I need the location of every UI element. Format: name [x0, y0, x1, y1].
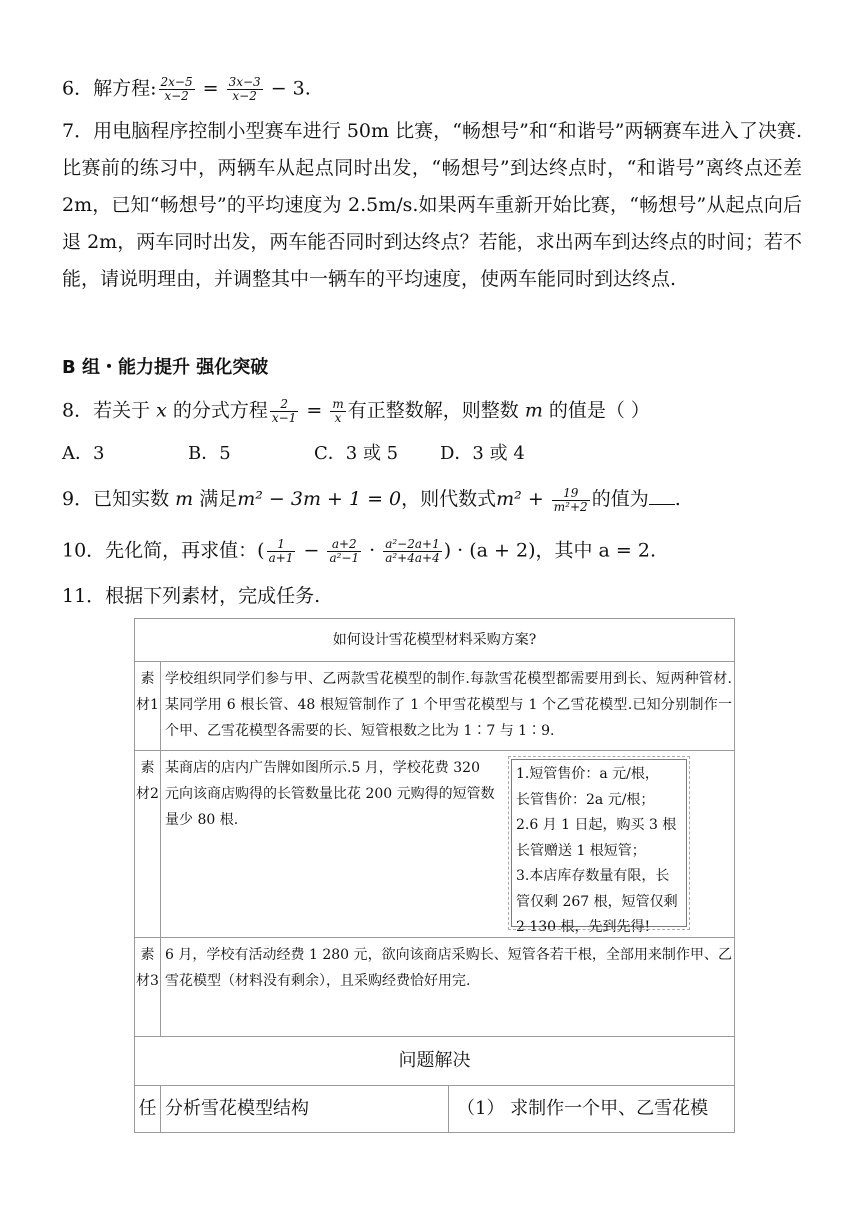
q8-fraction-right: [330, 398, 345, 425]
q9-end2: .: [674, 488, 681, 510]
q8-fraction-left: [270, 398, 298, 425]
question-10: [62, 538, 656, 565]
q6-f1-denominator: x−2: [164, 89, 189, 103]
q10-f3-numerator: a²−2a+1: [385, 537, 440, 551]
ad-line: 1.短管售价：a 元/根，: [516, 766, 659, 782]
question-9: [62, 486, 681, 514]
material-2-label: 素材2: [135, 751, 161, 938]
material-2-text: 某商店的店内广告牌如图所示.5 月，学校花费 320 元向该商店购得的长管数量比花 200 元购得的短管数量少 80 根.: [165, 760, 495, 828]
q10-f1-numerator: 1: [267, 538, 296, 552]
q8-options: [62, 442, 525, 466]
q9-prefix: 9．已知实数: [62, 488, 176, 510]
question-6: [62, 76, 311, 103]
question-8: [62, 398, 650, 425]
q10-f2-denominator: a²−1: [329, 551, 360, 565]
q8-equals: =: [300, 399, 329, 422]
q9-answer-blank: [649, 486, 675, 505]
q8-end: 的值是（ ）: [542, 399, 650, 422]
q10-minus: −: [297, 539, 326, 562]
q9-fraction: [552, 487, 590, 514]
q6-fraction-right: [227, 76, 263, 103]
q6-suffix: − 3.: [264, 77, 311, 100]
materials-table: [134, 618, 735, 1133]
task-analysis: 分析雪花模型结构: [161, 1086, 449, 1133]
q9-mid: 满足: [193, 488, 238, 510]
q8-f1-denominator: x−1: [271, 411, 297, 425]
q6-fraction-left: [159, 76, 195, 103]
q9-f-numerator: 19: [552, 487, 590, 501]
material-1-text: 学校组织同学们参与甲、乙两款雪花模型的制作.每款雪花模型都需要用到长、短两种管材.某同学用 6 根长管、48 根短管制作了 1 个甲雪花模型与 1 个乙雪花模型.已知分别制作一个甲、乙雪花模型各需要的长、短管根数之比为 1∶7 与 1∶9.: [161, 662, 735, 751]
material-3-text: 6 月，学校有活动经费 1 280 元，欲向该商店采购长、短管各若干根，全部用来制作甲、乙雪花模型（材料没有剩余），且采购经费恰好用完.: [161, 938, 735, 1037]
material-3-row: [135, 938, 735, 1037]
ad-line: 3.本店库存数量有限，长: [516, 868, 670, 884]
q6-prefix: 6．解方程:: [62, 77, 157, 100]
q9-condition: m² − 3m + 1 = 0: [237, 488, 402, 510]
ad-line: 2.6 月 1 日起，购买 3 根: [516, 817, 677, 833]
q8-var-x: x: [156, 399, 167, 422]
q8-option-a: A．3: [62, 443, 105, 464]
q9-f-denominator: m²+2: [553, 499, 588, 514]
q10-after: ) · (a + 2)，其中 a = 2.: [443, 539, 656, 562]
q8-option-c: C．3 或 5: [314, 443, 399, 464]
ad-line: 长管售价：2a 元/根；: [516, 791, 655, 808]
store-ad-sign: [511, 759, 687, 935]
q8-option-b: B．5: [188, 443, 231, 464]
material-2-content: [161, 751, 734, 937]
q6-f2-numerator: 3x−3: [228, 75, 261, 89]
q10-fraction-3: [383, 538, 442, 565]
q10-fraction-2: [327, 538, 361, 565]
q8-f1-numerator: 2: [270, 398, 298, 412]
q8-f2-numerator: m: [332, 397, 344, 411]
table-title: 如何设计雪花模型材料采购方案?: [135, 619, 735, 662]
material-2-row: [135, 751, 735, 938]
q10-f1-denominator: a+1: [268, 551, 294, 565]
q10-prefix: 10．先化简，再求值：(: [62, 539, 265, 562]
problem-solving-header: 问题解决: [135, 1037, 735, 1086]
q8-option-d: D．3 或 4: [440, 443, 525, 464]
material-2-cell: [161, 751, 735, 938]
task-question: （1） 求制作一个甲、乙雪花模: [449, 1086, 735, 1133]
q9-end: 的值为: [591, 488, 649, 510]
ad-line: 长管赠送 1 根短管；: [516, 842, 646, 859]
material-1-row: [135, 662, 735, 751]
task-row: [135, 1086, 735, 1133]
q9-var-m: m: [175, 488, 194, 510]
q8-var-m: m: [524, 399, 543, 422]
material-3-label: 素材3: [135, 938, 161, 1037]
q8-mid: 的分式方程: [166, 399, 268, 422]
ad-line: 2 130 根，先到先得!: [516, 919, 651, 935]
q6-equals: =: [196, 77, 225, 100]
q6-f2-denominator: x−2: [232, 89, 257, 103]
ad-line: 管仅剩 267 根，短管仅剩: [516, 893, 678, 910]
q8-after: 有正整数解，则整数: [347, 399, 525, 422]
q9-expression: m² +: [496, 488, 550, 510]
q10-f2-numerator: a+2: [327, 538, 361, 552]
q8-prefix: 8．若关于: [62, 399, 157, 422]
q8-f2-denominator: x: [334, 411, 342, 425]
section-b-heading: B 组・能力提升 强化突破: [62, 357, 269, 378]
q9-mid2: ，则代数式: [401, 488, 497, 510]
task-label: 任: [135, 1086, 161, 1133]
material-1-label: 素材1: [135, 662, 161, 751]
q10-dot: ·: [363, 539, 382, 562]
q10-fraction-1: [267, 538, 296, 565]
q10-f3-denominator: a²+4a+4: [385, 551, 440, 565]
question-7: 7．用电脑程序控制小型赛车进行 50m 比赛，“畅想号”和“和谐号”两辆赛车进入了决赛.比赛前的练习中，两辆车从起点同时出发，“畅想号”到达终点时，“和谐号”离终点还差 2m，已知“畅想号”的平均速度为 2.5m/s.如果两车重新开始比赛，“畅想号”从起点向后退 2m，两车同时出发，两车能否同时到达终点？若能，求出两车到达终点的时间；若不能，请说明理由，并调整其中一辆车的平均速度，使两车能同时到达终点.: [62, 120, 802, 290]
question-11: 11．根据下列素材，完成任务.: [62, 585, 321, 607]
q6-f1-numerator: 2x−5: [160, 75, 193, 89]
